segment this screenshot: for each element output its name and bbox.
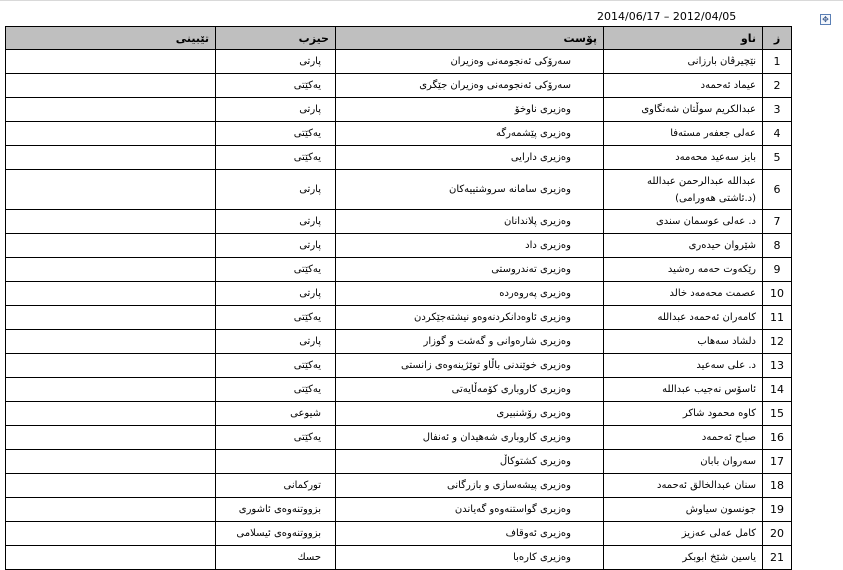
table-row bbox=[6, 98, 792, 122]
row-name: کاوە محمود شاکر bbox=[604, 402, 763, 426]
row-post: وەزیری کشتوکاڵ bbox=[336, 450, 604, 474]
row-name: د. علی سەعید bbox=[604, 354, 763, 378]
row-party: یەکێتی bbox=[216, 378, 336, 402]
row-name: رێکەوت حەمە رەشید bbox=[604, 258, 763, 282]
row-number: 3 bbox=[763, 98, 792, 122]
row-name: سەروان بابان bbox=[604, 450, 763, 474]
header-num: ز bbox=[763, 27, 792, 50]
header-notes: تێبینی bbox=[6, 27, 216, 50]
row-notes bbox=[6, 498, 216, 522]
row-number: 21 bbox=[763, 546, 792, 570]
row-post: وەزیری کاروباری شەهیدان و ئەنفال bbox=[336, 426, 604, 450]
row-number: 6 bbox=[763, 170, 792, 210]
row-party: یەکێتی bbox=[216, 306, 336, 330]
table-row bbox=[6, 146, 792, 170]
row-post: وەزیری تەندروستی bbox=[336, 258, 604, 282]
row-post: سەرۆکی ئەنجومەنی وەزیران جێگری bbox=[336, 74, 604, 98]
row-post: وەزیری پەروەردە bbox=[336, 282, 604, 306]
row-post: وەزیری رۆشنبیری bbox=[336, 402, 604, 426]
row-post: وەزیری ئەوقاف bbox=[336, 522, 604, 546]
row-party: تورکمانی bbox=[216, 474, 336, 498]
row-name: عەلی جعفەر مستەفا bbox=[604, 122, 763, 146]
row-post: وەزیری دارایی bbox=[336, 146, 604, 170]
row-name: کامل عەلی عەزیز bbox=[604, 522, 763, 546]
row-notes bbox=[6, 282, 216, 306]
table-row bbox=[6, 282, 792, 306]
row-name: یاسین شێخ ابوبکر bbox=[604, 546, 763, 570]
row-post: وەزیری پلاندانان bbox=[336, 210, 604, 234]
row-notes bbox=[6, 234, 216, 258]
row-number: 17 bbox=[763, 450, 792, 474]
row-number: 16 bbox=[763, 426, 792, 450]
row-notes bbox=[6, 258, 216, 282]
row-post: وەزیری سامانە سروشتییەکان bbox=[336, 170, 604, 210]
table-row bbox=[6, 210, 792, 234]
table-move-handle-icon[interactable]: ✥ bbox=[820, 14, 831, 25]
table-row bbox=[6, 50, 792, 74]
row-party bbox=[216, 450, 336, 474]
row-number: 8 bbox=[763, 234, 792, 258]
row-notes bbox=[6, 402, 216, 426]
row-notes bbox=[6, 426, 216, 450]
row-number: 2 bbox=[763, 74, 792, 98]
row-number: 7 bbox=[763, 210, 792, 234]
row-post: وەزیری پێشمەرگە bbox=[336, 122, 604, 146]
table-row bbox=[6, 522, 792, 546]
row-number: 20 bbox=[763, 522, 792, 546]
row-notes bbox=[6, 74, 216, 98]
row-post: وەزیری داد bbox=[336, 234, 604, 258]
row-post: وەزیری شارەوانی و گەشت و گوزار bbox=[336, 330, 604, 354]
row-name: عبدالکریم سوڵتان شەنگاوی bbox=[604, 98, 763, 122]
row-party: پارتی bbox=[216, 170, 336, 210]
row-number: 4 bbox=[763, 122, 792, 146]
row-party: حسك bbox=[216, 546, 336, 570]
row-notes bbox=[6, 306, 216, 330]
table-row bbox=[6, 74, 792, 98]
row-notes bbox=[6, 122, 216, 146]
row-number: 19 bbox=[763, 498, 792, 522]
row-name: د. عەلی عوسمان سندی bbox=[604, 210, 763, 234]
row-party: پارتی bbox=[216, 234, 336, 258]
table-row bbox=[6, 170, 792, 210]
table-row bbox=[6, 378, 792, 402]
row-post: وەزیری خوێندنی باڵاو توێژینەوەی زانستی bbox=[336, 354, 604, 378]
row-notes bbox=[6, 210, 216, 234]
row-party: پارتی bbox=[216, 330, 336, 354]
table-row bbox=[6, 474, 792, 498]
row-post: وەزیری ئاوەدانکردنەوەو نیشتەجێکردن bbox=[336, 306, 604, 330]
row-post: وەزیری پیشەسازی و بازرگانی bbox=[336, 474, 604, 498]
row-name: کامەران ئەحمەد عبدالله bbox=[604, 306, 763, 330]
row-notes bbox=[6, 98, 216, 122]
row-post: وەزیری گواستنەوەو گەیاندن bbox=[336, 498, 604, 522]
row-party: بزووتنەوەی ئیسلامی bbox=[216, 522, 336, 546]
header-post: پۆست bbox=[336, 27, 604, 50]
table-row bbox=[6, 258, 792, 282]
date-range: 2014/06/17 – 2012/04/05 bbox=[597, 10, 737, 23]
row-notes bbox=[6, 378, 216, 402]
table-header-row bbox=[6, 27, 792, 50]
row-number: 11 bbox=[763, 306, 792, 330]
row-name: عصمت محەمەد خالد bbox=[604, 282, 763, 306]
row-party: یەکێتی bbox=[216, 426, 336, 450]
table-row bbox=[6, 122, 792, 146]
row-number: 13 bbox=[763, 354, 792, 378]
row-post: وەزیری کاروباری کۆمەڵایەتی bbox=[336, 378, 604, 402]
table-row bbox=[6, 426, 792, 450]
row-name: جونسون سیاوش bbox=[604, 498, 763, 522]
top-border bbox=[0, 0, 843, 1]
row-party: یەکێتی bbox=[216, 74, 336, 98]
row-party: یەکێتی bbox=[216, 122, 336, 146]
row-notes bbox=[6, 450, 216, 474]
row-party: بزووتنەوەی ئاشوری bbox=[216, 498, 336, 522]
row-post: وەزیری کارەبا bbox=[336, 546, 604, 570]
table-row bbox=[6, 306, 792, 330]
row-notes bbox=[6, 50, 216, 74]
row-name: دلشاد سەهاب bbox=[604, 330, 763, 354]
row-name: بایز سەعید محەمەد bbox=[604, 146, 763, 170]
row-notes bbox=[6, 474, 216, 498]
row-name: عبدالله عبدالرحمن عبدالله (د.ئاشتی هەورامی) bbox=[604, 170, 763, 210]
table-row bbox=[6, 450, 792, 474]
row-party: یەکێتی bbox=[216, 258, 336, 282]
row-notes bbox=[6, 522, 216, 546]
row-notes bbox=[6, 354, 216, 378]
row-name: شێروان حیدەری bbox=[604, 234, 763, 258]
row-name: ئاسۆس نەجیب عبدالله bbox=[604, 378, 763, 402]
row-post: سەرۆکی ئەنجومەنی وەزیران bbox=[336, 50, 604, 74]
row-notes bbox=[6, 146, 216, 170]
row-name: سنان عبدالخالق ئەحمەد bbox=[604, 474, 763, 498]
row-number: 18 bbox=[763, 474, 792, 498]
row-party: شیوعی bbox=[216, 402, 336, 426]
row-party: پارتی bbox=[216, 210, 336, 234]
table-row bbox=[6, 330, 792, 354]
row-number: 14 bbox=[763, 378, 792, 402]
row-post: وەزیری ناوخۆ bbox=[336, 98, 604, 122]
row-number: 12 bbox=[763, 330, 792, 354]
table-row bbox=[6, 498, 792, 522]
table-row bbox=[6, 402, 792, 426]
row-number: 10 bbox=[763, 282, 792, 306]
row-notes bbox=[6, 330, 216, 354]
row-name: صباح ئەحمەد bbox=[604, 426, 763, 450]
table-row bbox=[6, 354, 792, 378]
row-party: پارتی bbox=[216, 50, 336, 74]
row-party: پارتی bbox=[216, 98, 336, 122]
row-number: 5 bbox=[763, 146, 792, 170]
row-party: پارتی bbox=[216, 282, 336, 306]
row-notes bbox=[6, 170, 216, 210]
row-party: یەکێتی bbox=[216, 354, 336, 378]
header-party: حیزب bbox=[216, 27, 336, 50]
header-name: ناو bbox=[604, 27, 763, 50]
row-number: 9 bbox=[763, 258, 792, 282]
row-number: 1 bbox=[763, 50, 792, 74]
row-name: عیماد ئەحمەد bbox=[604, 74, 763, 98]
table-row bbox=[6, 234, 792, 258]
row-name: نێچیرڤان بارزانی bbox=[604, 50, 763, 74]
row-party: یەکێتی bbox=[216, 146, 336, 170]
ministers-table bbox=[5, 26, 792, 570]
row-number: 15 bbox=[763, 402, 792, 426]
